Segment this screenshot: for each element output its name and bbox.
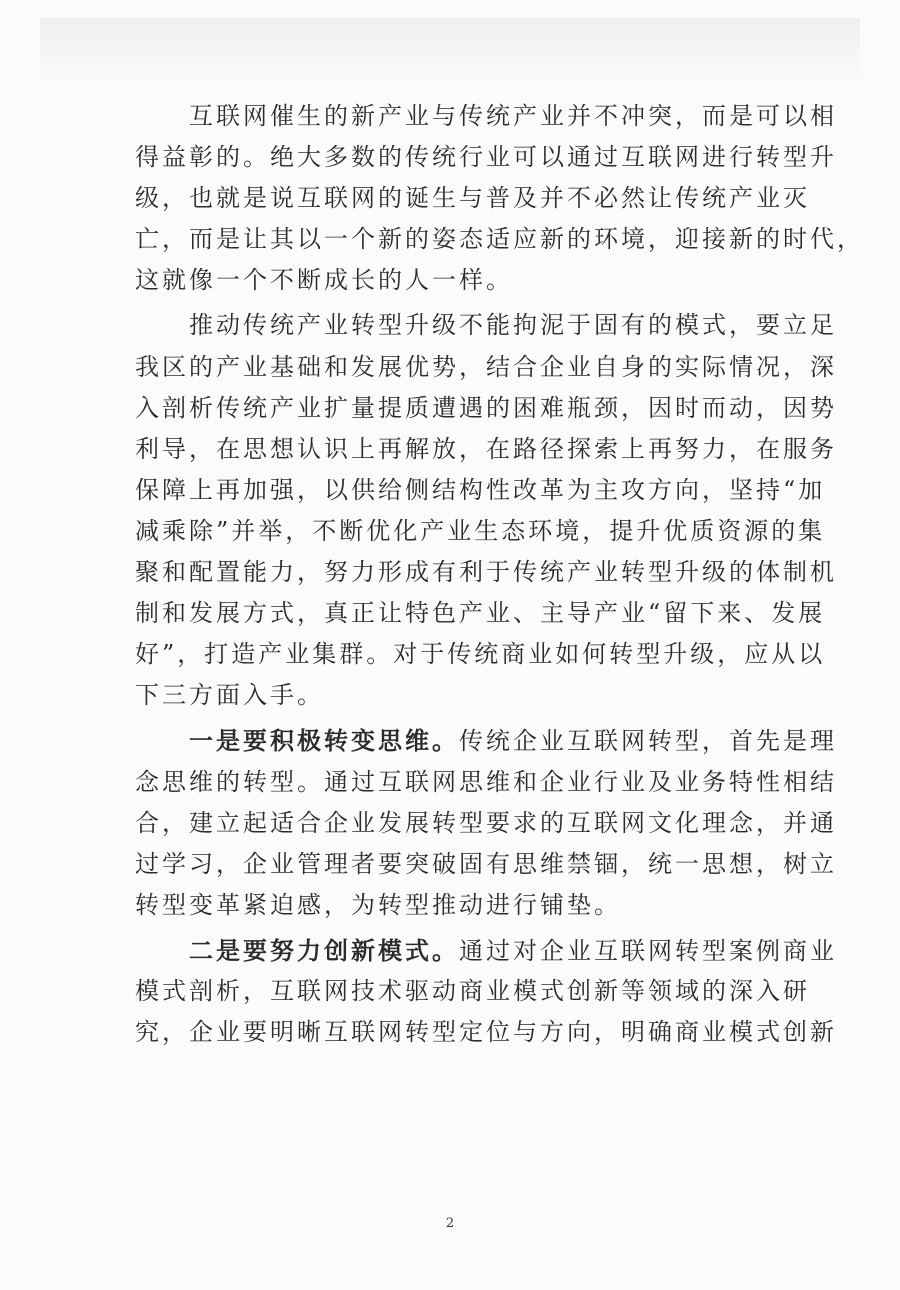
body-text — [135, 96, 864, 1053]
text-line: 好”，打造产业集群。对于传统商业如何转型升级，应从以 — [135, 640, 826, 669]
text-line: 下三方面入手。 — [135, 681, 324, 710]
text-line: 推动传统产业转型升级不能拘泥于固有的模式，要立足 — [135, 311, 837, 340]
text-line: 互联网催生的新产业与传统产业并不冲突，而是可以相 — [135, 102, 837, 130]
text-line: 利导，在思想认识上再解放，在路径探索上再努力，在服务 — [135, 434, 837, 463]
text-line: 制和发展方式，真正让特色产业、主导产业“留下来、发展 — [135, 599, 826, 628]
text-line: 得益彰的。绝大多数的传统行业可以通过互联网进行转型升 — [135, 143, 837, 172]
paragraph-4 — [135, 930, 837, 1053]
paragraph-1 — [135, 96, 864, 301]
text-line: 入剖析传统产业扩量提质遭遇的困难瓶颈，因时而动，因势 — [135, 393, 837, 422]
page-number: 2 — [445, 1216, 455, 1231]
scan-noise — [40, 18, 860, 88]
text-line: 究，企业要明晰互联网转型定位与方向，明确商业模式创新 — [135, 1018, 837, 1047]
paragraph-lead: 二是要努力创新模式。 — [135, 935, 459, 965]
text-line: 保障上再加强，以供给侧结构性改革为主攻方向，坚持“加 — [135, 475, 826, 504]
text-line: 亡，而是让其以一个新的姿态适应新的环境，迎接新的时代， — [135, 225, 864, 254]
paragraph-lead: 一是要积极转变思维。 — [135, 726, 459, 756]
paragraph-3 — [135, 720, 837, 925]
text-line: 合，建立起适合企业发展转型要求的互联网文化理念，并通 — [135, 808, 837, 837]
text-line: 减乘除”并举，不断优化产业生态环境，提升优质资源的集 — [135, 516, 826, 545]
text-line — [135, 930, 837, 971]
text-line: 模式剖析，互联网技术驱动商业模式创新等领域的深入研 — [135, 976, 810, 1005]
text-run: 通过对企业互联网转型案例商业 — [459, 936, 837, 965]
text-line: 我区的产业基础和发展优势，结合企业自身的实际情况，深 — [135, 352, 837, 381]
text-line — [135, 720, 837, 761]
text-line: 聚和配置能力，努力形成有利于传统产业转型升级的体制机 — [135, 558, 837, 587]
text-run: 传统企业互联网转型，首先是理 — [459, 727, 837, 756]
text-line: 念思维的转型。通过互联网思维和企业行业及业务特性相结 — [135, 767, 837, 796]
paragraph-2 — [135, 305, 837, 716]
text-line: 转型变革紧迫感，为转型推动进行铺垫。 — [135, 890, 621, 919]
text-line: 过学习，企业管理者要突破固有思维禁锢，统一思想，树立 — [135, 849, 837, 878]
text-line: 级，也就是说互联网的诞生与普及并不必然让传统产业灭 — [135, 184, 810, 213]
text-line: 这就像一个不断成长的人一样。 — [135, 266, 513, 295]
